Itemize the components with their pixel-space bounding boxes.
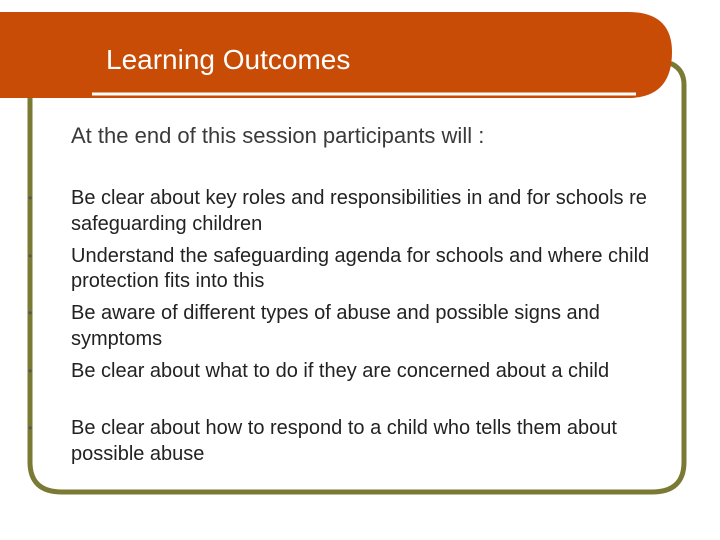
bullet-icon: •	[28, 363, 33, 378]
bullet-icon: •	[28, 248, 33, 263]
list-item-text: Be clear about how to respond to a child who tells them about possible abuse	[71, 417, 617, 465]
bullet-icon: •	[28, 306, 33, 320]
outcomes-list	[28, 186, 678, 474]
bullet-icon: •	[28, 191, 33, 205]
bullet-icon: •	[28, 421, 33, 435]
list-item	[28, 186, 678, 244]
list-item-text: Be aware of different types of abuse and possible signs and symptoms	[71, 302, 600, 350]
list-item	[28, 416, 678, 474]
list-item-text: Be clear about what to do if they are concerned about a child	[71, 359, 610, 382]
list-item-text: Be clear about key roles and responsibilities in and for schools re safeguarding children	[71, 187, 647, 235]
list-item	[28, 359, 678, 417]
slide-subtitle: At the end of this session participants will :	[71, 123, 485, 148]
list-item-text: Understand the safeguarding agenda for schools and where child protection fits into this	[71, 244, 650, 293]
slide-title: Learning Outcomes	[106, 44, 351, 75]
list-item	[28, 301, 678, 359]
list-item	[28, 244, 678, 302]
